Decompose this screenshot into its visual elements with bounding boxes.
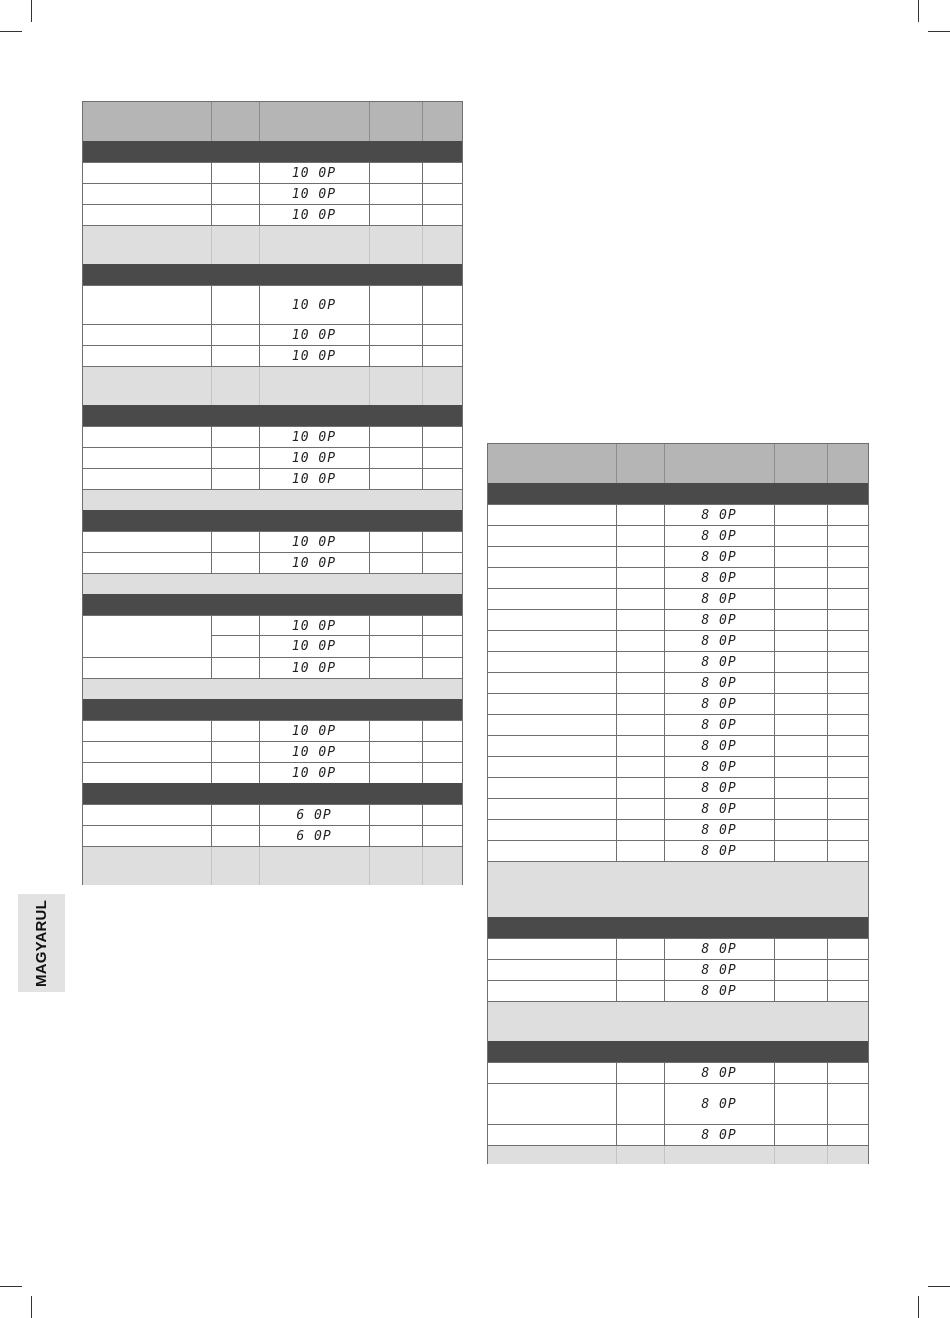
note-row [83,573,462,594]
column-divider [616,757,617,777]
power-level-display: 10 0P [291,207,337,223]
column-divider [369,346,370,366]
column-divider [827,547,828,567]
table-row [488,672,868,693]
column-divider [827,715,828,735]
power-level-display: 10 0P [291,186,337,202]
table-row [83,324,462,345]
column-divider [774,1084,775,1124]
column-divider [211,658,212,678]
language-tab [18,894,65,992]
power-level-display: 8 0P [701,738,737,754]
column-divider [827,673,828,693]
column-divider [774,631,775,651]
table-row [488,735,868,756]
column-divider [616,505,617,525]
column-divider [827,799,828,819]
column-divider [827,526,828,546]
power-level-display: 8 0P [701,780,737,796]
table-row [488,546,868,567]
column-divider [211,226,212,264]
table-row [83,285,462,324]
power-level-display: 8 0P [701,675,737,691]
column-divider [616,652,617,672]
column-divider [259,102,260,141]
crop-mark-bottom-right-h [928,1286,950,1287]
column-divider [774,526,775,546]
column-divider [422,658,423,678]
column-divider [259,367,260,405]
column-divider [664,444,665,483]
power-level-display: 8 0P [701,962,737,978]
power-level-display: 8 0P [701,822,737,838]
column-divider [369,367,370,405]
section-header-row [83,699,462,720]
column-divider [422,102,423,141]
column-divider [211,102,212,141]
column-divider [616,1146,617,1164]
column-divider [211,763,212,783]
table-row [488,1062,868,1083]
power-level-display: 10 0P [291,639,337,654]
power-level-display: 10 0P [291,471,337,487]
column-divider [422,184,423,204]
column-divider [774,715,775,735]
power-level-display: 8 0P [701,528,737,544]
column-divider [774,820,775,840]
column-divider [664,1146,665,1164]
power-level-display: 10 0P [291,555,337,571]
column-divider [774,1146,775,1164]
crop-mark-top-left-h [0,31,22,32]
column-divider [422,636,423,657]
power-level-display: 8 0P [701,941,737,957]
table-row [488,980,868,1001]
column-divider [616,568,617,588]
table-row [488,567,868,588]
column-divider [774,589,775,609]
column-divider [827,568,828,588]
table-header-row [488,444,868,483]
column-divider [774,568,775,588]
column-divider [369,427,370,447]
table-row [488,798,868,819]
crop-mark-bottom-left-h [0,1286,22,1287]
table-row [83,657,462,678]
column-divider [211,721,212,741]
column-divider [827,841,828,861]
column-divider [369,553,370,573]
power-level-display: 8 0P [701,1065,737,1081]
column-divider [211,448,212,468]
table-row [83,720,462,741]
table-row [488,777,868,798]
column-divider [369,448,370,468]
column-divider [369,826,370,846]
column-divider [211,805,212,825]
table-row [83,531,462,552]
column-divider [211,847,212,885]
section-header-row [83,264,462,285]
column-divider [211,184,212,204]
column-divider [369,163,370,183]
table-row [488,630,868,651]
column-divider [774,841,775,861]
crop-mark-top-left-v [31,0,32,22]
column-divider [211,553,212,573]
power-level-display: 8 0P [701,1127,737,1143]
column-divider [369,847,370,885]
column-divider [211,636,212,657]
section-header-row [83,783,462,804]
column-divider [616,841,617,861]
crop-mark-top-right-v [918,0,919,22]
table-row [488,525,868,546]
table-row [83,162,462,183]
column-divider [259,847,260,885]
column-divider [369,742,370,762]
section-header-row [488,1041,868,1062]
crop-mark-top-right-h [928,31,950,32]
table-row [488,1083,868,1124]
table-row [83,468,462,489]
column-divider [616,960,617,980]
column-divider [827,736,828,756]
table-row [488,588,868,609]
column-divider [827,981,828,1001]
column-divider [827,1146,828,1164]
table-row [83,204,462,225]
table-row [83,825,462,846]
column-divider [369,658,370,678]
power-level-display: 8 0P [701,507,737,523]
column-divider [211,325,212,345]
column-divider [259,226,260,264]
power-level-display: 6 0P [296,828,332,844]
power-level-display: 8 0P [701,801,737,817]
power-level-display: 10 0P [291,534,337,550]
table-row [83,447,462,468]
column-divider [774,1063,775,1083]
column-divider [774,799,775,819]
power-level-display: 8 0P [701,549,737,565]
column-divider [369,532,370,552]
power-level-display: 6 0P [296,807,332,823]
column-divider [774,652,775,672]
table-row [83,615,462,636]
column-divider [211,427,212,447]
power-level-display: 8 0P [701,612,737,628]
column-divider [616,1125,617,1145]
column-divider [422,205,423,225]
power-level-display: 10 0P [291,450,337,466]
table-row [488,651,868,672]
column-divider [827,939,828,959]
column-divider [422,325,423,345]
column-divider [774,736,775,756]
column-divider [422,163,423,183]
table-row [83,741,462,762]
section-header-row [83,510,462,531]
power-level-display: 10 0P [291,165,337,181]
section-header-row [83,405,462,426]
column-divider [774,960,775,980]
column-divider [211,742,212,762]
crop-mark-bottom-left-v [31,1296,32,1318]
column-divider [616,631,617,651]
column-divider [616,1084,617,1124]
power-level-display: 8 0P [701,843,737,859]
column-divider [369,469,370,489]
column-divider [422,286,423,324]
note-row [83,489,462,510]
table-header-row [83,102,462,141]
power-level-display: 10 0P [291,618,337,634]
column-divider [369,805,370,825]
column-divider [827,694,828,714]
column-divider [616,444,617,483]
column-divider [616,610,617,630]
power-level-display: 10 0P [291,297,337,313]
table-row [488,714,868,735]
section-header-row [488,483,868,504]
column-divider [774,778,775,798]
column-divider [827,960,828,980]
column-divider [616,939,617,959]
table-row [488,819,868,840]
power-level-display: 10 0P [291,327,337,343]
column-divider [616,547,617,567]
column-divider [616,715,617,735]
power-level-display: 8 0P [701,591,737,607]
table-row [488,840,868,861]
column-divider [616,981,617,1001]
column-divider [774,673,775,693]
column-divider [774,505,775,525]
column-divider [422,763,423,783]
column-divider [369,325,370,345]
column-divider [422,721,423,741]
column-divider [369,763,370,783]
power-level-display: 8 0P [701,717,737,733]
note-row [83,846,462,885]
column-divider [616,673,617,693]
power-level-display: 10 0P [291,765,337,781]
column-divider [369,205,370,225]
section-header-row [83,594,462,615]
column-divider [827,631,828,651]
table-row [83,345,462,366]
column-divider [827,610,828,630]
power-level-display: 8 0P [701,633,737,649]
column-divider [616,526,617,546]
language-label: MAGYARUL [33,899,51,987]
crop-mark-bottom-right-v [918,1296,919,1318]
column-divider [616,1063,617,1083]
column-divider [422,826,423,846]
column-divider [774,444,775,483]
column-divider [422,616,423,636]
right-cooking-table [487,443,869,1164]
column-divider [774,757,775,777]
column-divider [211,205,212,225]
column-divider [369,184,370,204]
column-divider [422,847,423,885]
table-row [488,1124,868,1145]
column-divider [774,939,775,959]
column-divider [422,226,423,264]
table-row [488,504,868,525]
column-divider [774,1125,775,1145]
column-divider [211,469,212,489]
column-divider [211,826,212,846]
section-header-row [488,917,868,938]
column-divider [827,652,828,672]
column-divider [369,102,370,141]
column-divider [422,805,423,825]
column-divider [774,694,775,714]
note-row [83,678,462,699]
table-row [488,938,868,959]
table-row [488,756,868,777]
table-row [488,959,868,980]
note-row [488,861,868,917]
column-divider [422,427,423,447]
column-divider [369,226,370,264]
note-row [488,1001,868,1041]
note-row [83,225,462,264]
power-level-display: 10 0P [291,348,337,364]
table-row [83,804,462,825]
column-divider [211,532,212,552]
column-divider [827,1084,828,1124]
column-divider [616,589,617,609]
table-row [83,552,462,573]
table-row [83,426,462,447]
column-divider [616,778,617,798]
column-divider [827,778,828,798]
column-divider [211,616,212,636]
table-row [83,183,462,204]
column-divider [422,469,423,489]
column-divider [827,505,828,525]
power-level-display: 8 0P [701,759,737,775]
column-divider [774,981,775,1001]
column-divider [774,610,775,630]
power-level-display: 8 0P [701,654,737,670]
column-divider [827,820,828,840]
power-level-display: 10 0P [291,723,337,739]
column-divider [422,346,423,366]
power-level-display: 10 0P [291,744,337,760]
power-level-display: 10 0P [291,660,337,676]
section-header-row [83,141,462,162]
table-row [488,693,868,714]
column-divider [422,532,423,552]
column-divider [616,799,617,819]
table-row [488,609,868,630]
column-divider [774,547,775,567]
column-divider [422,553,423,573]
column-divider [827,444,828,483]
table-row [83,762,462,783]
column-divider [827,757,828,777]
left-cooking-table [82,101,463,885]
column-divider [211,367,212,405]
column-divider [616,736,617,756]
column-divider [827,589,828,609]
power-level-display: 8 0P [701,1096,737,1112]
column-divider [827,1125,828,1145]
power-level-display: 10 0P [291,429,337,445]
column-divider [422,448,423,468]
power-level-display: 8 0P [701,696,737,712]
column-divider [827,1063,828,1083]
power-level-display: 8 0P [701,983,737,999]
table-row [83,636,462,657]
column-divider [369,636,370,657]
column-divider [369,721,370,741]
column-divider [211,163,212,183]
column-divider [422,742,423,762]
column-divider [211,286,212,324]
column-divider [369,616,370,636]
note-row [488,1145,868,1164]
note-row [83,366,462,405]
power-level-display: 8 0P [701,570,737,586]
column-divider [422,367,423,405]
column-divider [211,346,212,366]
column-divider [369,286,370,324]
column-divider [616,820,617,840]
column-divider [616,694,617,714]
